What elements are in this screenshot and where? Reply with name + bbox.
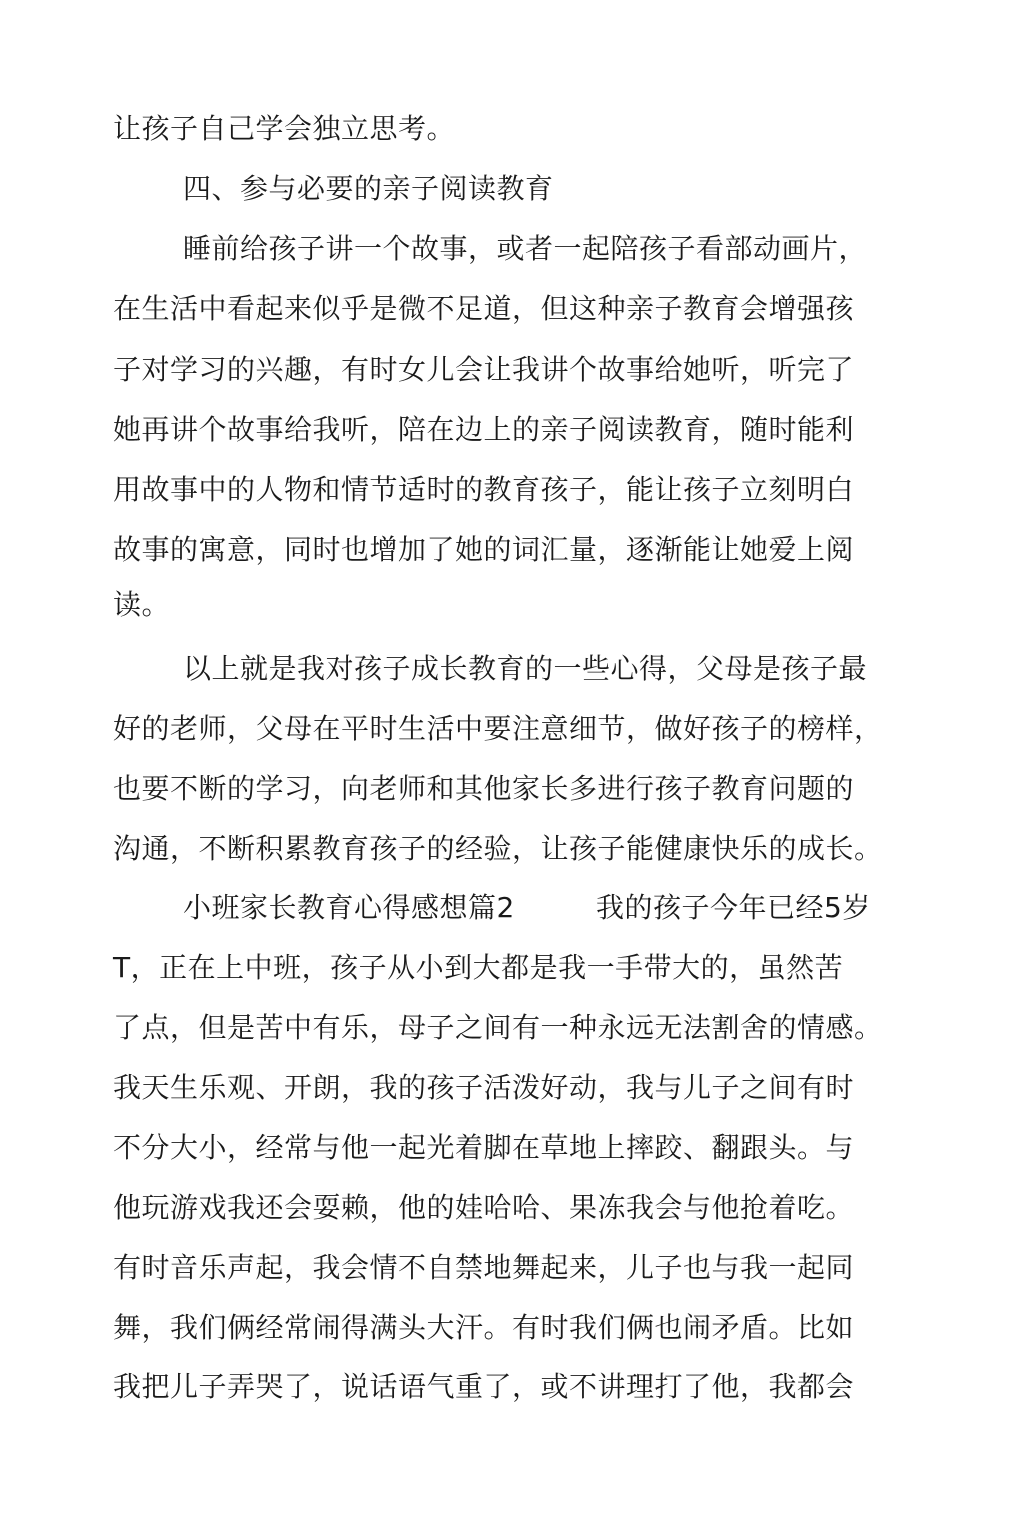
text-line: 他玩游戏我还会耍赖，他的娃哈哈、果冻我会与他抢着吃。 xyxy=(113,1191,855,1224)
text-line: T，正在上中班，孩子从小到大都是我一手带大的，虽然苦 xyxy=(113,951,844,984)
section-heading: 四、参与必要的亲子阅读教育 xyxy=(183,172,554,205)
text-line: 不分大小，经常与他一起光着脚在草地上摔跤、翻跟头。与 xyxy=(113,1131,855,1164)
text-line: 也要不断的学习，向老师和其他家长多进行孩子教育问题的 xyxy=(113,772,855,805)
text-line: 在生活中看起来似乎是微不足道，但这种亲子教育会增强孩 xyxy=(113,292,855,325)
article-heading: 小班家长教育心得感想篇2 xyxy=(183,891,515,924)
text-line: 好的老师，父母在平时生活中要注意细节，做好孩子的榜样， xyxy=(113,712,883,745)
text-line: 让孩子自己学会独立思考。 xyxy=(113,112,456,145)
text-line: 有时音乐声起，我会情不自禁地舞起来，儿子也与我一起同 xyxy=(113,1251,855,1284)
text-line: 子对学习的兴趣，有时女儿会让我讲个故事给她听，听完了 xyxy=(113,353,855,386)
text-line: 我把儿子弄哭了，说话语气重了，或不讲理打了他，我都会 xyxy=(113,1370,855,1403)
text-line: 我天生乐观、开朗，我的孩子活泼好动，我与儿子之间有时 xyxy=(113,1071,855,1104)
text-line: 舞，我们俩经常闹得满头大汗。有时我们俩也闹矛盾。比如 xyxy=(113,1311,855,1344)
text-line: 沟通，不断积累教育孩子的经验，让孩子能健康快乐的成长。 xyxy=(113,832,883,865)
text-line: 我的孩子今年已经5岁 xyxy=(596,891,871,924)
text-line: 用故事中的人物和情节适时的教育孩子，能让孩子立刻明白 xyxy=(113,473,855,506)
text-line: 睡前给孩子讲一个故事，或者一起陪孩子看部动画片， xyxy=(183,232,868,265)
text-line: 读。 xyxy=(113,588,171,621)
text-line: 了点，但是苦中有乐，母子之间有一种永远无法割舍的情感。 xyxy=(113,1011,883,1044)
text-line: 故事的寓意，同时也增加了她的词汇量，逐渐能让她爱上阅 xyxy=(113,533,855,566)
text-line: 她再讲个故事给我听，陪在边上的亲子阅读教育，随时能利 xyxy=(113,413,855,446)
text-line: 以上就是我对孩子成长教育的一些心得，父母是孩子最 xyxy=(183,652,868,685)
